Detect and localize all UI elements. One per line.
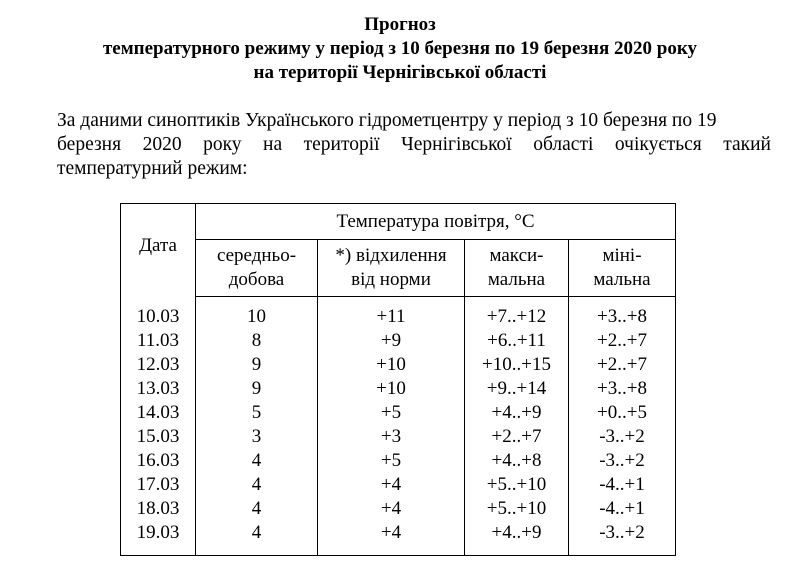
- row-deviation: +4: [318, 521, 465, 556]
- row-maximum: +9..+14: [465, 377, 569, 401]
- row-maximum: +5..+10: [465, 473, 569, 497]
- row-maximum: +5..+10: [465, 497, 569, 521]
- table-row: [121, 473, 676, 497]
- table-row: [121, 497, 676, 521]
- row-minimum: +0..+5: [569, 401, 676, 425]
- row-maximum: +7..+12: [465, 297, 569, 330]
- row-deviation: +5: [318, 449, 465, 473]
- table-row: [121, 377, 676, 401]
- table-row: [121, 449, 676, 473]
- column-header-min: [569, 240, 676, 297]
- row-deviation: +3: [318, 425, 465, 449]
- row-average: 4: [251, 474, 262, 495]
- row-average: 4: [251, 450, 262, 471]
- row-deviation: +10: [318, 353, 465, 377]
- row-maximum: +4..+9: [465, 521, 569, 556]
- row-maximum: +10..+15: [465, 353, 569, 377]
- column-header-deviation-l1: *) відхилення: [335, 245, 447, 266]
- row-date: 14.03: [121, 401, 196, 425]
- row-date: 10.03: [121, 297, 196, 330]
- row-date: 15.03: [121, 425, 196, 449]
- row-date: 19.03: [121, 521, 196, 556]
- row-average: 9: [251, 378, 262, 399]
- row-date: 16.03: [121, 449, 196, 473]
- intro-line-1: За даними синоптиків Українського гідрометцентру у період з 10 березня по 19: [57, 110, 717, 131]
- column-header-max: [465, 240, 569, 297]
- row-date: 17.03: [121, 473, 196, 497]
- column-header-deviation: [318, 240, 465, 297]
- row-minimum: -3..+2: [569, 449, 676, 473]
- row-date: 18.03: [121, 497, 196, 521]
- intro-line-3: температурний режим:: [57, 158, 248, 179]
- row-minimum: -4..+1: [569, 473, 676, 497]
- row-deviation: +9: [318, 329, 465, 353]
- column-header-min-l2: мальна: [593, 269, 651, 290]
- intro-line-2: березня 2020 року на території Чернігівської області очікується такий: [57, 134, 771, 155]
- row-maximum: +2..+7: [465, 425, 569, 449]
- row-deviation: +4: [318, 497, 465, 521]
- row-deviation: +4: [318, 473, 465, 497]
- table-row: [121, 401, 676, 425]
- column-header-avg: [196, 240, 318, 297]
- document-title: [0, 13, 800, 85]
- row-minimum: -3..+2: [569, 521, 676, 556]
- table-row: [121, 353, 676, 377]
- row-average: 4: [251, 498, 262, 519]
- row-minimum: +2..+7: [569, 329, 676, 353]
- column-header-min-l1: міні-: [602, 245, 642, 266]
- row-average: 10: [247, 306, 266, 327]
- row-date: 13.03: [121, 377, 196, 401]
- row-minimum: -3..+2: [569, 425, 676, 449]
- row-date: 11.03: [121, 329, 196, 353]
- row-average: 8: [251, 330, 262, 351]
- row-minimum: +2..+7: [569, 353, 676, 377]
- group-header: Температура повітря, °С: [196, 204, 676, 240]
- table-row: [121, 329, 676, 353]
- column-header-deviation-l2: від норми: [351, 269, 431, 290]
- row-date: 12.03: [121, 353, 196, 377]
- table-row: [121, 297, 676, 330]
- column-header-max-l1: макси-: [489, 245, 544, 266]
- row-maximum: +6..+11: [465, 329, 569, 353]
- row-deviation: +11: [318, 297, 465, 330]
- title-line-1: Прогноз: [364, 14, 436, 35]
- row-maximum: +4..+8: [465, 449, 569, 473]
- date-header: Дата: [121, 204, 196, 297]
- column-header-max-l2: мальна: [487, 269, 546, 290]
- row-minimum: +3..+8: [569, 297, 676, 330]
- row-average: 5: [251, 402, 262, 423]
- table-row: [121, 425, 676, 449]
- temperature-table: [120, 203, 676, 556]
- row-minimum: -4..+1: [569, 497, 676, 521]
- intro-paragraph: [57, 109, 771, 181]
- row-deviation: +10: [318, 377, 465, 401]
- column-header-avg-l1: середньо-: [216, 245, 297, 266]
- title-line-3: на території Чернігівської області: [253, 62, 547, 83]
- row-deviation: +5: [318, 401, 465, 425]
- column-header-avg-l2: добова: [228, 269, 285, 290]
- row-average: 3: [251, 426, 262, 447]
- title-line-2: температурного режиму у період з 10 березня по 19 березня 2020 року: [102, 38, 698, 59]
- row-minimum: +3..+8: [569, 377, 676, 401]
- row-maximum: +4..+9: [465, 401, 569, 425]
- row-average: 9: [251, 354, 262, 375]
- row-average: 4: [251, 522, 262, 543]
- table-row: [121, 521, 676, 556]
